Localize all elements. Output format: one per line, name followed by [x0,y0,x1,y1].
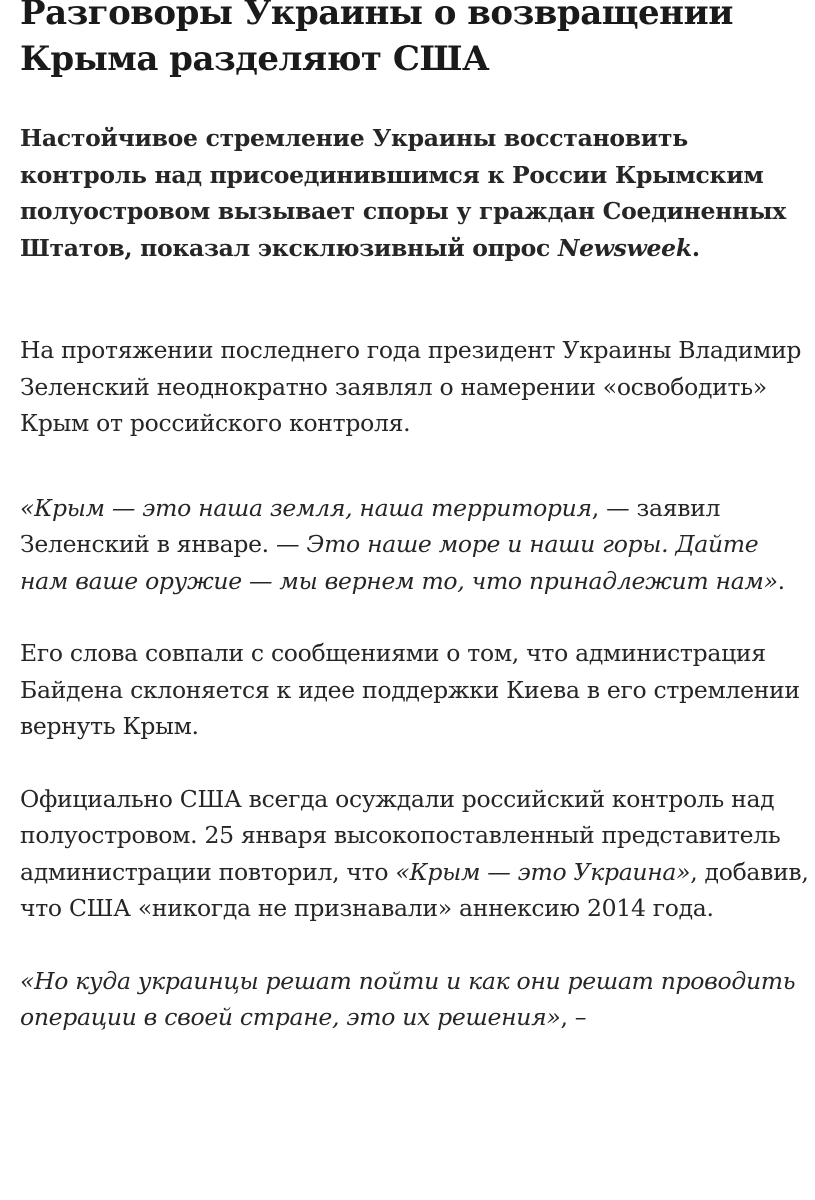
decision-quote: «Но куда украинцы решат пойти и как они решат проводить операции в своей стране, это их решения» [20,966,796,1031]
publication-name: Newsweek [557,233,692,262]
crimea-quote: «Крым — это Украина» [395,857,691,886]
headline: Разговоры Украины о возвращении Крыма разделяют США [20,0,733,79]
paragraph-4-text: Официально США всегда осуждали российский контроль над полуостровом. 25 января высокопоставленный представитель администрации повторил, что [20,784,781,886]
paragraph-3: Его слова совпали с сообщениями о том, что администрация Байдена склоняется к идее поддержки Киева в его стремлении вернуть Крым. [20,639,800,740]
paragraph-5 [20,963,810,1036]
paragraph-1: На протяжении последнего года президент Украины Владимир Зеленский неоднократно заявлял о намерении «освободить» Крым от российского контроля. [20,336,802,437]
article [20,0,810,1036]
paragraph-4-end: , добавив, что США «никогда не признавали» аннексию 2014 года. [20,857,809,922]
paragraph-4 [20,781,810,927]
paragraph-5-end: , – [560,1003,587,1031]
quote-part-2: Это наше море и наши горы. Дайте нам ваше оружие — мы вернем то, что принадлежит нам» [20,530,778,595]
paragraph-2 [20,490,810,600]
lead-end: . [691,233,700,262]
lead-paragraph [20,120,810,266]
attribution: , — заявил Зеленский в январе. — [20,493,721,558]
lead-text: Настойчивое стремление Украины восстановить контроль над присоединившимся к России Крымским полуостровом вызывает споры у граждан Соединенных Штатов, показал эксклюзивный опрос [20,124,786,262]
quote-part-1: «Крым — это наша земля, наша территория [20,493,592,522]
paragraph-2-end: . [777,566,785,595]
